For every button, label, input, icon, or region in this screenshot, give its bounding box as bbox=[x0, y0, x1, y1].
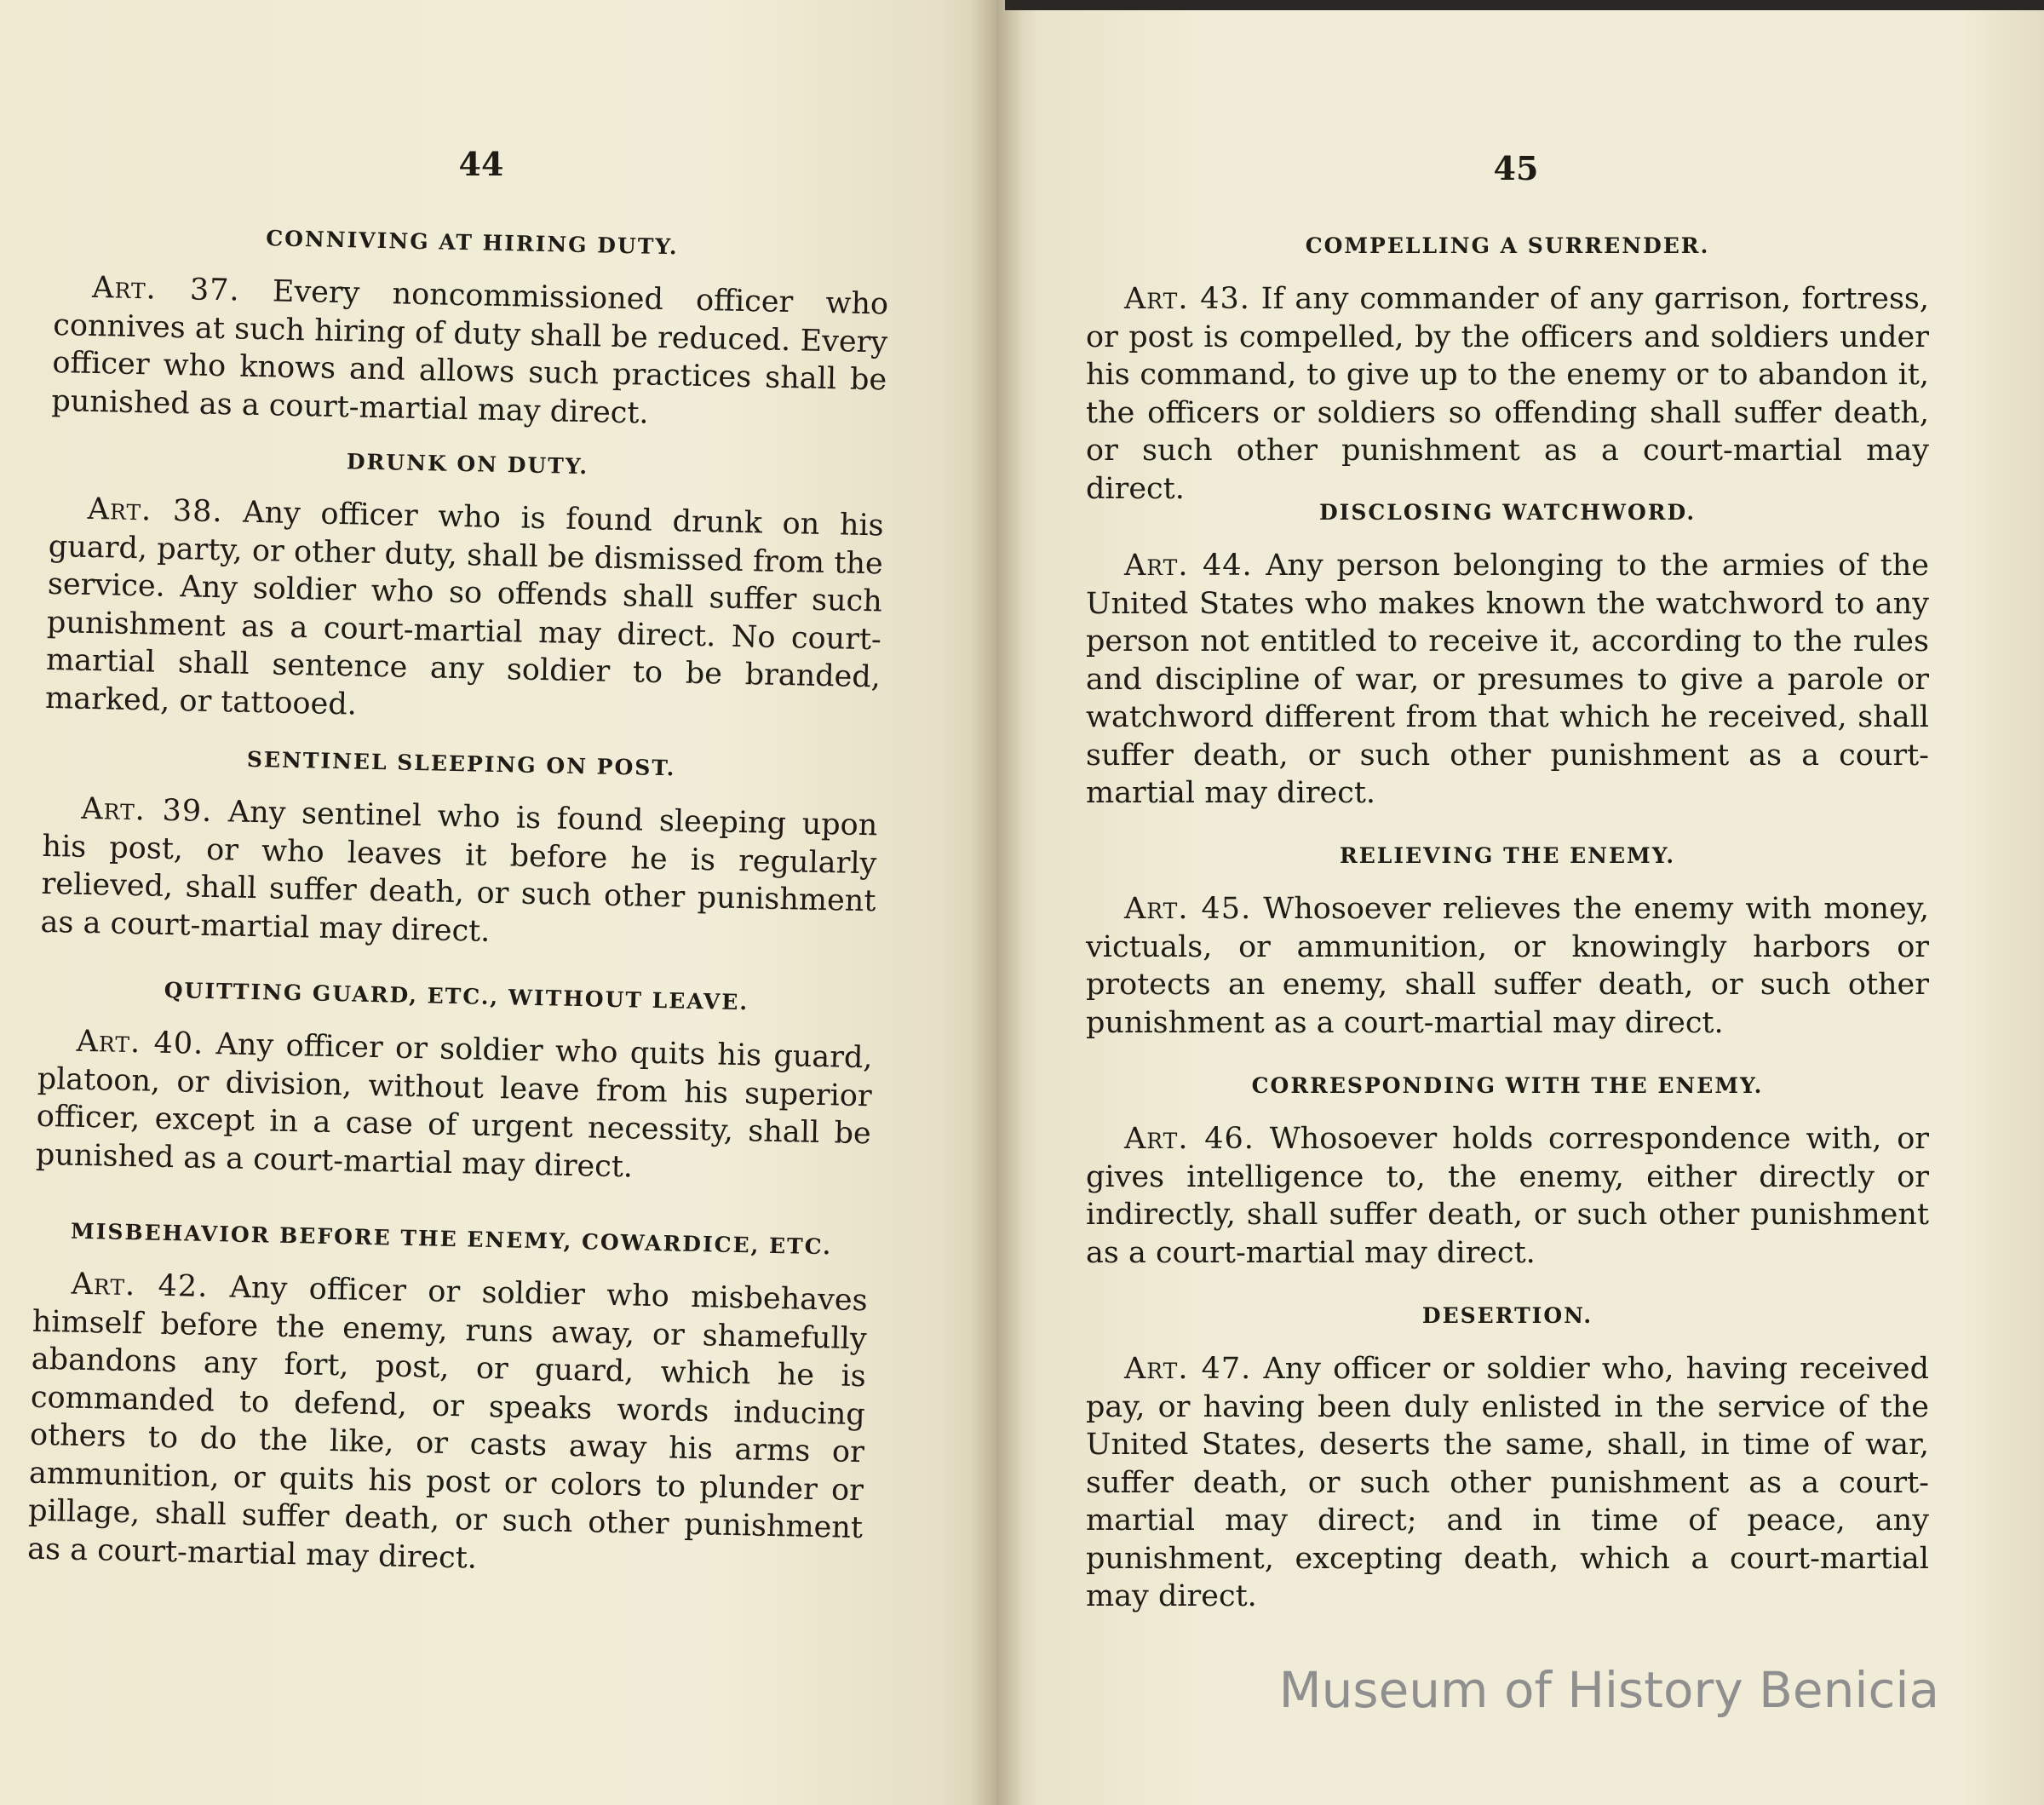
section-heading: RELIEVING THE ENEMY. bbox=[1339, 843, 1676, 868]
section-heading: COMPELLING A SURRENDER. bbox=[1305, 233, 1710, 258]
article-paragraph bbox=[1086, 280, 1929, 508]
section-heading: CORRESPONDING WITH THE ENEMY. bbox=[1251, 1073, 1764, 1098]
article-paragraph bbox=[45, 490, 884, 734]
article-section bbox=[45, 439, 886, 734]
article-label: Art. 47. bbox=[1124, 1352, 1252, 1386]
article-paragraph bbox=[1086, 1350, 1929, 1616]
section-heading: MISBEHAVIOR BEFORE THE ENEMY, COWARDICE, ETC. bbox=[70, 1218, 833, 1260]
article-text: Any person belonging to the armies of the United States who makes known the watchword to any person not entitled to receive it, according to the rules and discipline of war, or presumes to give a parole or watchword different from that which he received, shall suffer death, or such other punishment as a court-martial may direct. bbox=[1086, 549, 1929, 810]
article-text: Whosoever holds correspondence with, or gives intelligence to, the enemy, either directly or indirectly, shall suffer death, or such other punishment as a court-martial may direct. bbox=[1086, 1122, 1929, 1270]
right-page-number: 45 bbox=[1493, 149, 1539, 187]
article-text: If any commander of any garrison, fortress, or post is compelled, by the officers and soldiers under his command, to give up to the enemy or to abandon it, the officers or soldiers so offending shall suffer death, or such other punishment as a court-martial may direct. bbox=[1086, 282, 1929, 506]
article-text: Any officer who is found drunk on his guard, party, or other duty, shall be dismissed from the service. Any soldier who so offends shall suffer such punishment as a court-martial may direct. No court-martial shall sentence any soldier to be branded, marked, or tattooed. bbox=[44, 495, 885, 722]
article-label: Art. 44. bbox=[1124, 549, 1253, 583]
section-heading: DISCLOSING WATCHWORD. bbox=[1318, 500, 1697, 525]
article-text: Any officer or soldier who, having received pay, or having been duly enlisted in the service of the United States, deserts the same, shall, in time of war, suffer death, or such other punishment as a court-martial may direct; and in time of peace, any punishment, excepting death, which a court-martial may direct. bbox=[1086, 1352, 1929, 1613]
article-section bbox=[1086, 1069, 1929, 1272]
article-text: Any officer or soldier who misbehaves himself before the enemy, runs away, or shamefully abandons any fort, post, or guard, which he is commanded to defend, or speaks words inducing others to do the like, or casts away his arms or ammunition, or quits his post or colors to plunder or pillage, shall suffer death, or such other punishment as a court-martial may direct. bbox=[26, 1270, 868, 1576]
section-heading: QUITTING GUARD, ETC., WITHOUT LEAVE. bbox=[164, 977, 749, 1015]
article-paragraph bbox=[27, 1265, 868, 1585]
section-heading: DRUNK ON DUTY. bbox=[346, 449, 589, 480]
article-text: Any sentinel who is found sleeping upon his post, or who leaves it before he is regularly relieved, shall suffer death, or such other punishment as a court-martial may direct. bbox=[40, 795, 878, 949]
article-text: Every noncommissioned officer who connives at such hiring of duty shall be reduced. Every officer who knows and allows such practices shall be punished as a court-martial may direct. bbox=[51, 274, 889, 431]
article-paragraph bbox=[1086, 1120, 1929, 1272]
article-label: Art. 37. bbox=[91, 270, 241, 308]
book-top-edge bbox=[1005, 0, 2044, 10]
article-label: Art. 46. bbox=[1124, 1122, 1255, 1156]
article-section bbox=[51, 217, 890, 437]
section-heading: CONNIVING AT HIRING DUTY. bbox=[265, 226, 679, 260]
article-label: Art. 45. bbox=[1124, 892, 1252, 926]
article-text: Whosoever relieves the enemy with money, victuals, or ammunition, or knowingly harbors or protects an enemy, shall suffer death, or such other punishment as a court-martial may direct. bbox=[1086, 892, 1929, 1040]
article-section bbox=[27, 1214, 869, 1585]
article-paragraph bbox=[40, 790, 878, 958]
article-section bbox=[1086, 1299, 1929, 1616]
article-label: Art. 40. bbox=[76, 1024, 204, 1061]
article-section bbox=[1086, 229, 1929, 508]
article-paragraph bbox=[1086, 547, 1929, 813]
section-heading: DESERTION. bbox=[1421, 1303, 1593, 1328]
book-gutter bbox=[971, 0, 1022, 1805]
article-section bbox=[1086, 496, 1929, 813]
article-section bbox=[40, 739, 879, 958]
article-paragraph bbox=[35, 1022, 873, 1191]
article-label: Art. 43. bbox=[1124, 282, 1250, 316]
article-label: Art. 42. bbox=[71, 1267, 209, 1305]
left-page-number: 44 bbox=[458, 145, 504, 183]
section-heading: SENTINEL SLEEPING ON POST. bbox=[246, 746, 676, 781]
article-label: Art. 38. bbox=[87, 491, 224, 530]
museum-watermark: Museum of History Benicia bbox=[1278, 1661, 1939, 1719]
article-section bbox=[35, 971, 874, 1191]
article-label: Art. 39. bbox=[81, 791, 213, 830]
article-paragraph bbox=[1086, 890, 1929, 1042]
article-paragraph bbox=[51, 268, 889, 437]
article-text: Any officer or soldier who quits his guard, platoon, or division, without leave from his superior officer, except in a case of urgent necessity, shall be punished as a court-martial may direct. bbox=[35, 1027, 873, 1184]
article-section bbox=[1086, 839, 1929, 1042]
